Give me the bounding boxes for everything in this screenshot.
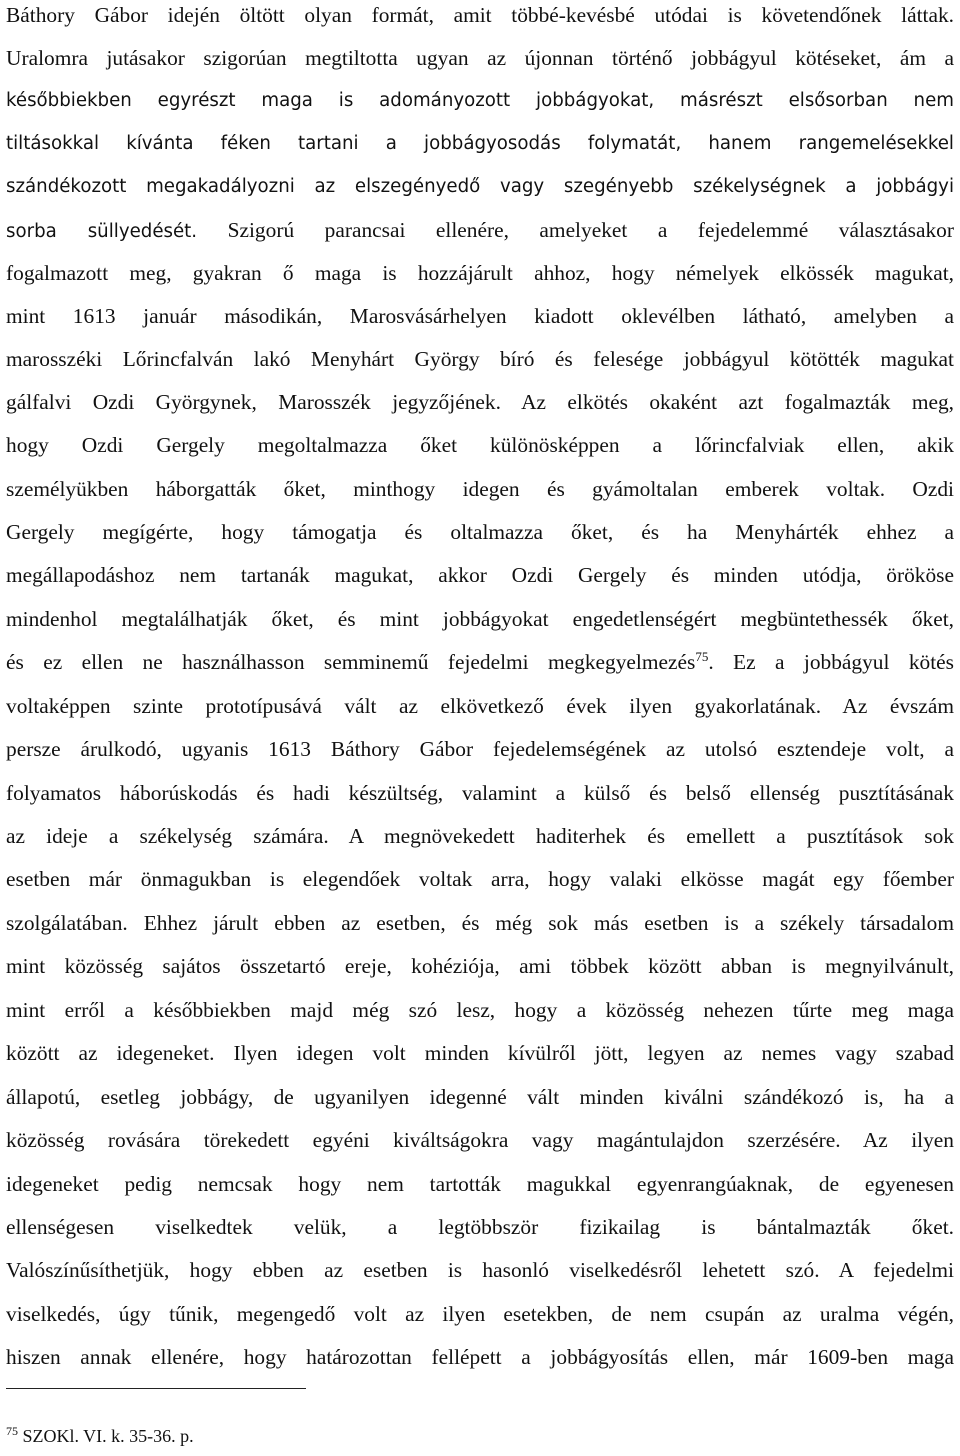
text-line: személyükben háborgatták őket, minthogy idegen és gyámoltalan emberek voltak. Ozdi	[6, 477, 954, 501]
text-line: Báthory Gábor idején öltött olyan formát, amit többé-kevésbé utódai is követendőnek láttak.	[6, 3, 954, 27]
text-line: persze árulkodó, ugyanis 1613 Báthory Gábor fejedelemségének az utolsó esztendeje volt, a	[6, 737, 954, 761]
text-line: mindenhol megtalálhatják őket, és mint jobbágyokat engedetlenségért megbüntethessék őket,	[6, 607, 954, 631]
text-segment: és ez ellen ne használhasson semminemű fejedelmi megkegyelmezés	[6, 650, 696, 674]
text-line: mint erről a későbbiekben majd még szó lesz, hogy a közösség nehezen tűrte meg maga	[6, 998, 954, 1022]
text-segment: . Ez a jobbágyul kötés	[708, 650, 954, 674]
text-line: hiszen annak ellenére, hogy határozottan fellépett a jobbágyosítás ellen, már 1609-ben maga	[6, 1345, 954, 1369]
text-line: gálfalvi Ozdi Györgynek, Marosszék jegyzőjének. Az elkötés okaként azt fogalmazták meg,	[6, 390, 954, 414]
text-line	[6, 216, 954, 246]
text-line: folyamatos háborúskodás és hadi készültség, valamint a külső és belső ellenség pusztításának	[6, 781, 954, 805]
text-line: állapotú, esetleg jobbágy, de ugyanilyen idegenné vált minden kiválni szándékozó is, ha a	[6, 1085, 954, 1109]
text-line: Uralomra jutásakor szigorúan megtiltotta ugyan az újonnan történő jobbágyul kötéseket, ám a	[6, 46, 954, 70]
text-line: fogalmazott meg, gyakran ő maga is hozzájárult ahhoz, hogy némelyek elkössék magukat,	[6, 261, 954, 285]
text-line: tiltásokkal kívánta féken tartani a jobbágyosodás folymatát, hanem rangemelésekkel	[6, 133, 954, 154]
text-line: az ideje a székelység számára. A megnövekedett haditerhek és emellett a pusztítások sok	[6, 824, 954, 848]
text-segment-sans: sorba süllyedését.	[6, 221, 198, 242]
text-line	[6, 648, 954, 676]
text-line: között az idegeneket. Ilyen idegen volt minden kívülről jött, legyen az nemes vagy szabad	[6, 1041, 954, 1065]
text-line: voltaképpen szinte prototípusává vált az elkövetkező évek ilyen gyakorlatának. Az évszám	[6, 694, 954, 718]
text-line: marosszéki Lőrincfalván lakó Menyhárt György bíró és felesége jobbágyul kötötték magukat	[6, 347, 954, 371]
text-line: szolgálatában. Ehhez járult ebben az esetben, és még sok más esetben is a székely társadalom	[6, 911, 954, 935]
footnote-reference: 75	[695, 648, 709, 664]
text-line: későbbiekben egyrészt maga is adományozott jobbágyokat, másrészt elsősorban nem	[6, 90, 954, 111]
text-line: megállapodáshoz nem tartanák magukat, akkor Ozdi Gergely és minden utódja, örököse	[6, 563, 954, 587]
text-line: Valószínűsíthetjük, hogy ebben az esetben is hasonló viselkedésről lehetett szó. A fejedelmi	[6, 1258, 954, 1282]
text-line: esetben már önmagukban is elegendőek voltak arra, hogy valaki elkösse magát egy főember	[6, 867, 954, 891]
footnote-number: 75	[6, 1424, 18, 1438]
footnote-text: SZOKl. VI. k. 35-36. p.	[18, 1426, 194, 1446]
text-line: viselkedés, úgy tűnik, megengedő volt az ilyen esetekben, de nem csupán az uralma végén,	[6, 1302, 954, 1326]
text-line: Gergely megígérte, hogy támogatja és oltalmazza őket, és ha Menyhárték ehhez a	[6, 520, 954, 544]
footnote	[6, 1424, 194, 1448]
text-line: mint 1613 január másodikán, Marosvásárhelyen kiadott oklevélben látható, amelyben a	[6, 304, 954, 328]
footnote-divider	[6, 1388, 306, 1389]
text-line: hogy Ozdi Gergely megoltalmazza őket különösképpen a lőrincfalviak ellen, akik	[6, 433, 954, 457]
text-line: közösség rovására törekedett egyéni kiváltságokra vagy magántulajdon szerzésére. Az ilyen	[6, 1128, 954, 1152]
text-segment-serif: Szigorú parancsai ellenére, amelyeket a fejedelemmé választásakor	[197, 218, 954, 242]
text-line: ellenségesen viselkedtek velük, a legtöbbször fizikailag is bántalmazták őket.	[6, 1215, 954, 1239]
text-line: mint közösség sajátos összetartó ereje, kohéziója, ami többek között abban is megnyilvánult,	[6, 954, 954, 978]
text-line: idegeneket pedig nemcsak hogy nem tartották magukkal egyenrangúaknak, de egyenesen	[6, 1172, 954, 1196]
text-line: szándékozott megakadályozni az elszegényedő vagy szegényebb székelységnek a jobbágyi	[6, 176, 954, 197]
